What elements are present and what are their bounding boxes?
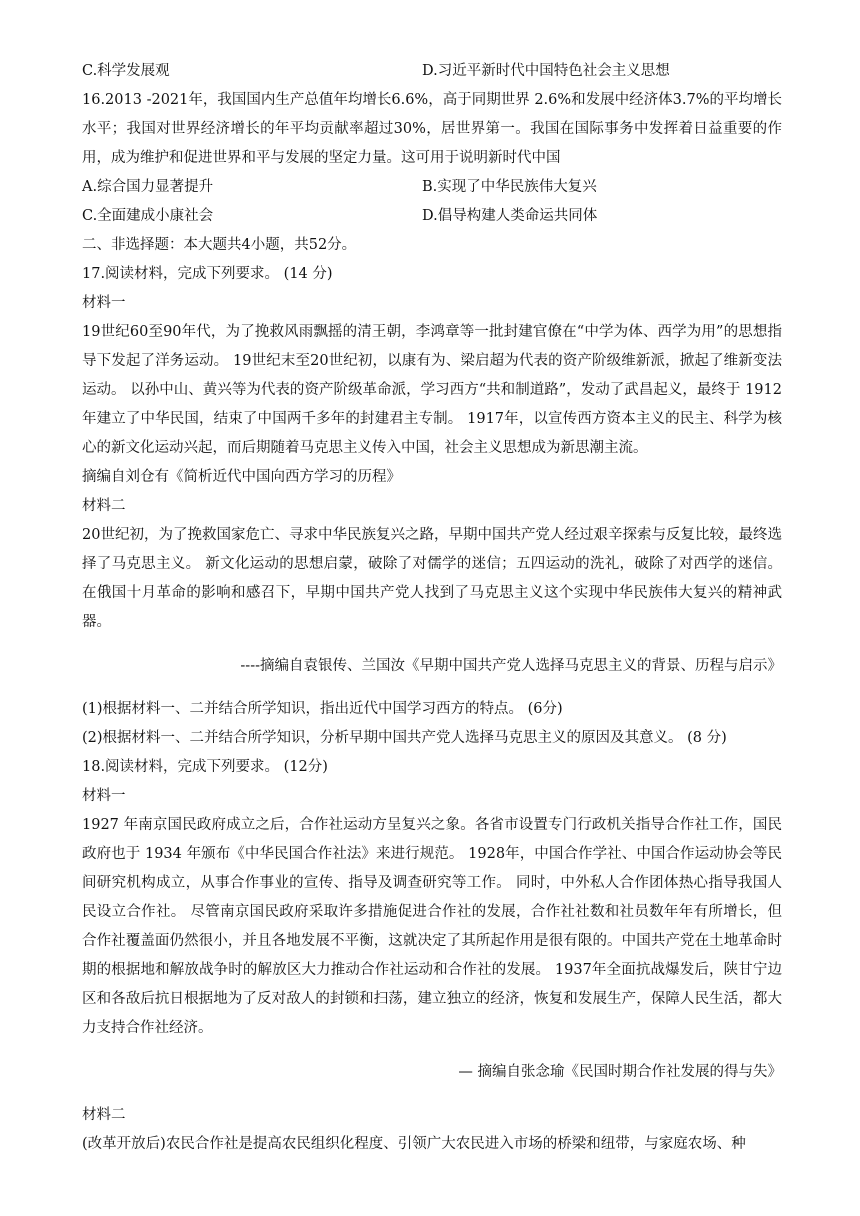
q16-options-cd [82,202,782,231]
q17-material2-source: ----摘编自袁银传、兰国汝《早期中国共产党人选择马克思主义的背景、历程与启示》 [240,657,782,674]
q16-option-b: B.实现了中华民族伟大复兴 [422,179,597,195]
q18-material1-text: 1927 年南京国民政府成立之后，合作社运动方呈复兴之象。各省市设置专门行政机关指导合作社工作，国民政府也于 1934 年颁布《中华民国合作社法》来进行规范。 1928年，中国合作学社、中国合作运动协会等民间研究机构成立，从事合作事业的宣传、指导及调查研究等工作。 同时，中外私人合作团体热心指导我国人民设立合作社。 尽管南京国民政府采取许多措施促进合作社的发展，合作社社数和社员数年年有所增长，但合作社覆盖面仍然很小，并且各地发展不平衡，这就决定了其所起作用是很有限的。中国共产党在土地革命时期的根据地和解放战争时的解放区大力推动合作社运动和合作社的发展。 1937年全面抗战爆发后，陕甘宁边区和各敌后抗日根据地为了反对敌人的封锁和扫荡，建立独立的经济，恢复和发展生产，保障人民生活，都大力支持合作社经济。 [82,817,782,1036]
q18-material2-text: (改革开放后)农民合作社是提高农民组织化程度、引领广大农民进入市场的桥梁和纽带，与家庭农场、种 [82,1136,746,1152]
q18-material1-source: — 摘编自张念瑜《民国时期合作社发展的得与失》 [458,1063,782,1080]
q15-option-d: D.习近平新时代中国特色社会主义思想 [422,63,670,79]
q17-material2-text: 20世纪初，为了挽救国家危亡、寻求中华民族复兴之路，早期中国共产党人经过艰辛探索与反复比较，最终选择了马克思主义。 新文化运动的思想启蒙，破除了对儒学的迷信；五四运动的洗礼，破除了对西学的迷信。在俄国十月革命的影响和感召下，早期中国共产党人找到了马克思主义这个实现中华民族伟大复兴的精神武器。 [82,527,782,630]
q17-sub-question-2: (2)根据材料一、二并结合所学知识，分析早期中国共产党人选择马克思主义的原因及其意义。 (8 分) [82,730,727,746]
q18-material2-label: 材料二 [82,1107,126,1123]
q15-option-c: C.科学发展观 [82,63,170,79]
q17-title: 17.阅读材料，完成下列要求。 (14 分) [82,266,333,282]
q17-material2-label: 材料二 [82,498,126,514]
section-heading: 二、非选择题：本大题共4小题，共52分。 [82,237,357,253]
q16-option-d: D.倡导构建人类命运共同体 [422,208,598,224]
q18-material1-label: 材料一 [82,788,126,804]
q17-material1-text: 19世纪60至90年代，为了挽救风雨飘摇的清王朝，李鸿章等一批封建官僚在“中学为体、西学为用”的思想指导下发起了洋务运动。 19世纪末至20世纪初，以康有为、梁启超为代表的资产阶级维新派，掀起了维新变法运动。 以孙中山、黄兴等为代表的资产阶级革命派，学习西方“共和制道路”，发动了武昌起义，最终于 1912 年建立了中华民国，结束了中国两千多年的封建君主专制。 1917年，以宣传西方资本主义的民主、科学为核心的新文化运动兴起，而后期随着马克思主义传入中国，社会主义思想成为新思潮主流。 [82,324,782,456]
exam-page [82,57,782,1159]
q18-title: 18.阅读材料，完成下列要求。 (12分) [82,759,328,775]
q16-options-ab [82,173,782,202]
q17-material1-label: 材料一 [82,295,126,311]
q16-option-c: C.全面建成小康社会 [82,208,214,224]
q16-option-a: A.综合国力显著提升 [82,179,214,195]
q17-material1-source: 摘编自刘仓有《简析近代中国向西方学习的历程》 [82,469,401,485]
q17-sub-question-1: (1)根据材料一、二并结合所学知识，指出近代中国学习西方的特点。 (6分) [82,701,563,717]
q15-options-cd [82,57,782,86]
q16-stem: 16.2013 -2021年，我国国内生产总值年均增长6.6%，高于同期世界 2.6%和发展中经济体3.7%的平均增长水平；我国对世界经济增长的年平均贡献率超过30%，居世界第一。我国在国际事务中发挥着日益重要的作用，成为维护和促进世界和平与发展的坚定力量。这可用于说明新时代中国 [82,92,782,166]
